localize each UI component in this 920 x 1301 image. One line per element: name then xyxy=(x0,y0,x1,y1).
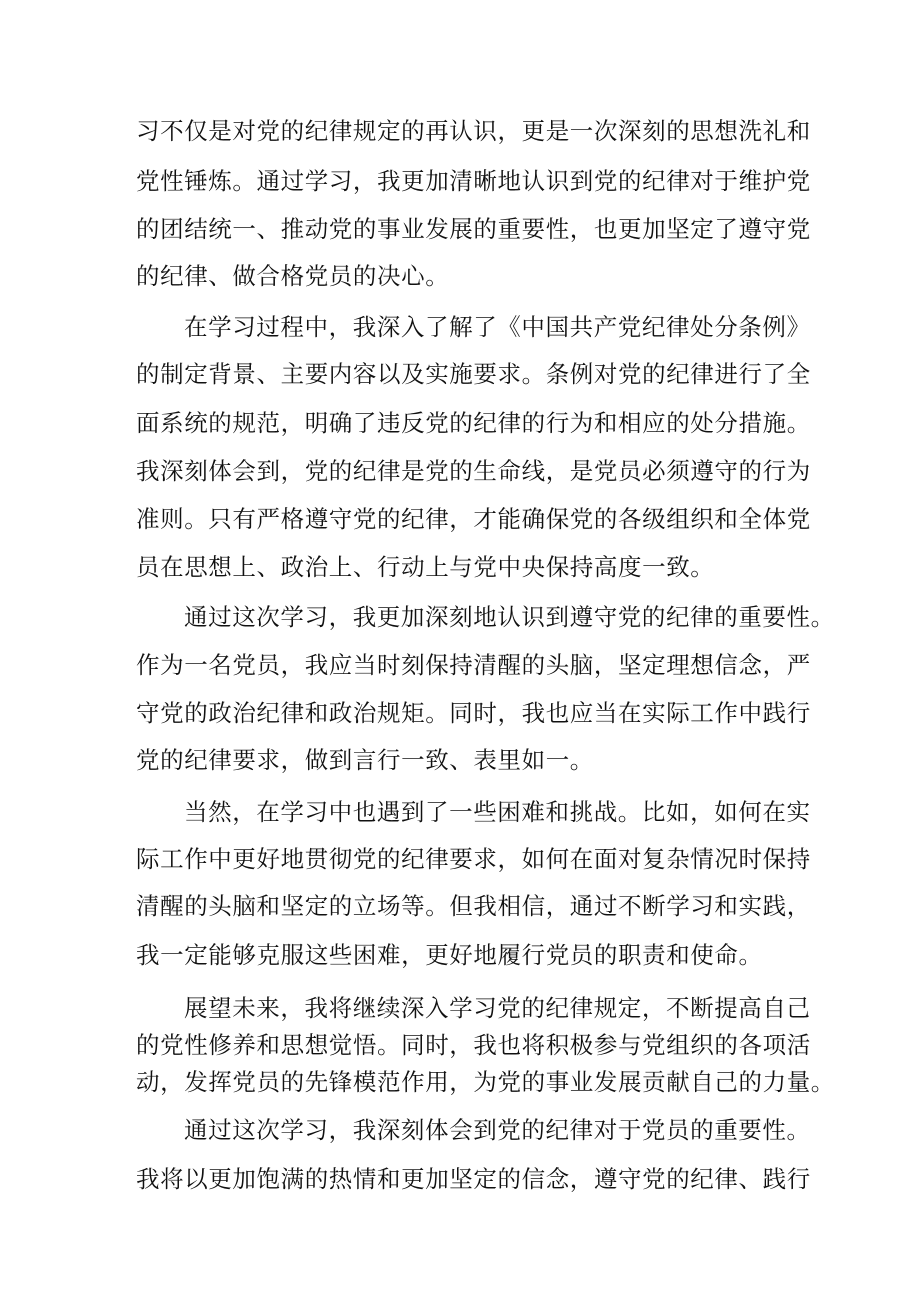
paragraph-2-line-6: 员在思想上、政治上、行动上与党中央保持高度一致。 xyxy=(136,553,715,581)
paragraph-2-line-5: 准则。只有严格遵守党的纪律，才能确保党的各级组织和全体党 xyxy=(136,505,811,533)
paragraph-5-line-3: 动，发挥党员的先锋模范作用，为党的事业发展贡献自己的力量。 xyxy=(136,1068,835,1096)
paragraph-1-line-1: 习不仅是对党的纪律规定的再认识，更是一次深刻的思想洗礼和 xyxy=(136,117,811,145)
paragraph-3-line-4: 党的纪律要求，做到言行一致、表里如一。 xyxy=(136,746,594,774)
paragraph-3-line-2: 作为一名党员，我应当时刻保持清醒的头脑，坚定理想信念，严 xyxy=(136,651,811,679)
paragraph-2-line-3: 面系统的规范，明确了违反党的纪律的行为和相应的处分措施。 xyxy=(136,409,811,437)
paragraph-2-line-2: 的制定背景、主要内容以及实施要求。条例对党的纪律进行了全 xyxy=(136,360,811,388)
paragraph-1-line-2: 党性锤炼。通过学习，我更加清晰地认识到党的纪律对于维护党 xyxy=(136,167,811,195)
paragraph-1-line-3: 的团结统一、推动党的事业发展的重要性，也更加坚定了遵守党 xyxy=(136,215,811,243)
paragraph-6-line-2: 我将以更加饱满的热情和更加坚定的信念，遵守党的纪律、践行 xyxy=(136,1165,811,1193)
paragraph-6-line-1: 通过这次学习，我深刻体会到党的纪律对于党员的重要性。 xyxy=(184,1116,811,1144)
paragraph-4-line-1: 当然，在学习中也遇到了一些困难和挑战。比如，如何在实 xyxy=(184,798,811,826)
paragraph-5-line-1: 展望未来，我将继续深入学习党的纪律规定，不断提高自己 xyxy=(184,994,811,1022)
paragraph-3-line-1: 通过这次学习，我更加深刻地认识到遵守党的纪律的重要性。 xyxy=(184,603,835,631)
paragraph-2-line-1: 在学习过程中，我深入了解了《中国共产党纪律处分条例》 xyxy=(184,313,811,341)
paragraph-4-line-3: 清醒的头脑和坚定的立场等。但我相信，通过不断学习和实践， xyxy=(136,892,811,920)
paragraph-4-line-4: 我一定能够克服这些困难，更好地履行党员的职责和使命。 xyxy=(136,941,763,969)
paragraph-1-line-4: 的纪律、做合格党员的决心。 xyxy=(136,262,450,290)
paragraph-5-line-2: 的党性修养和思想觉悟。同时，我也将积极参与党组织的各项活 xyxy=(136,1031,811,1059)
paragraph-2-line-4: 我深刻体会到，党的纪律是党的生命线，是党员必须遵守的行为 xyxy=(136,457,811,485)
paragraph-3-line-3: 守党的政治纪律和政治规矩。同时，我也应当在实际工作中践行 xyxy=(136,699,811,727)
paragraph-4-line-2: 际工作中更好地贯彻党的纪律要求，如何在面对复杂情况时保持 xyxy=(136,845,811,873)
